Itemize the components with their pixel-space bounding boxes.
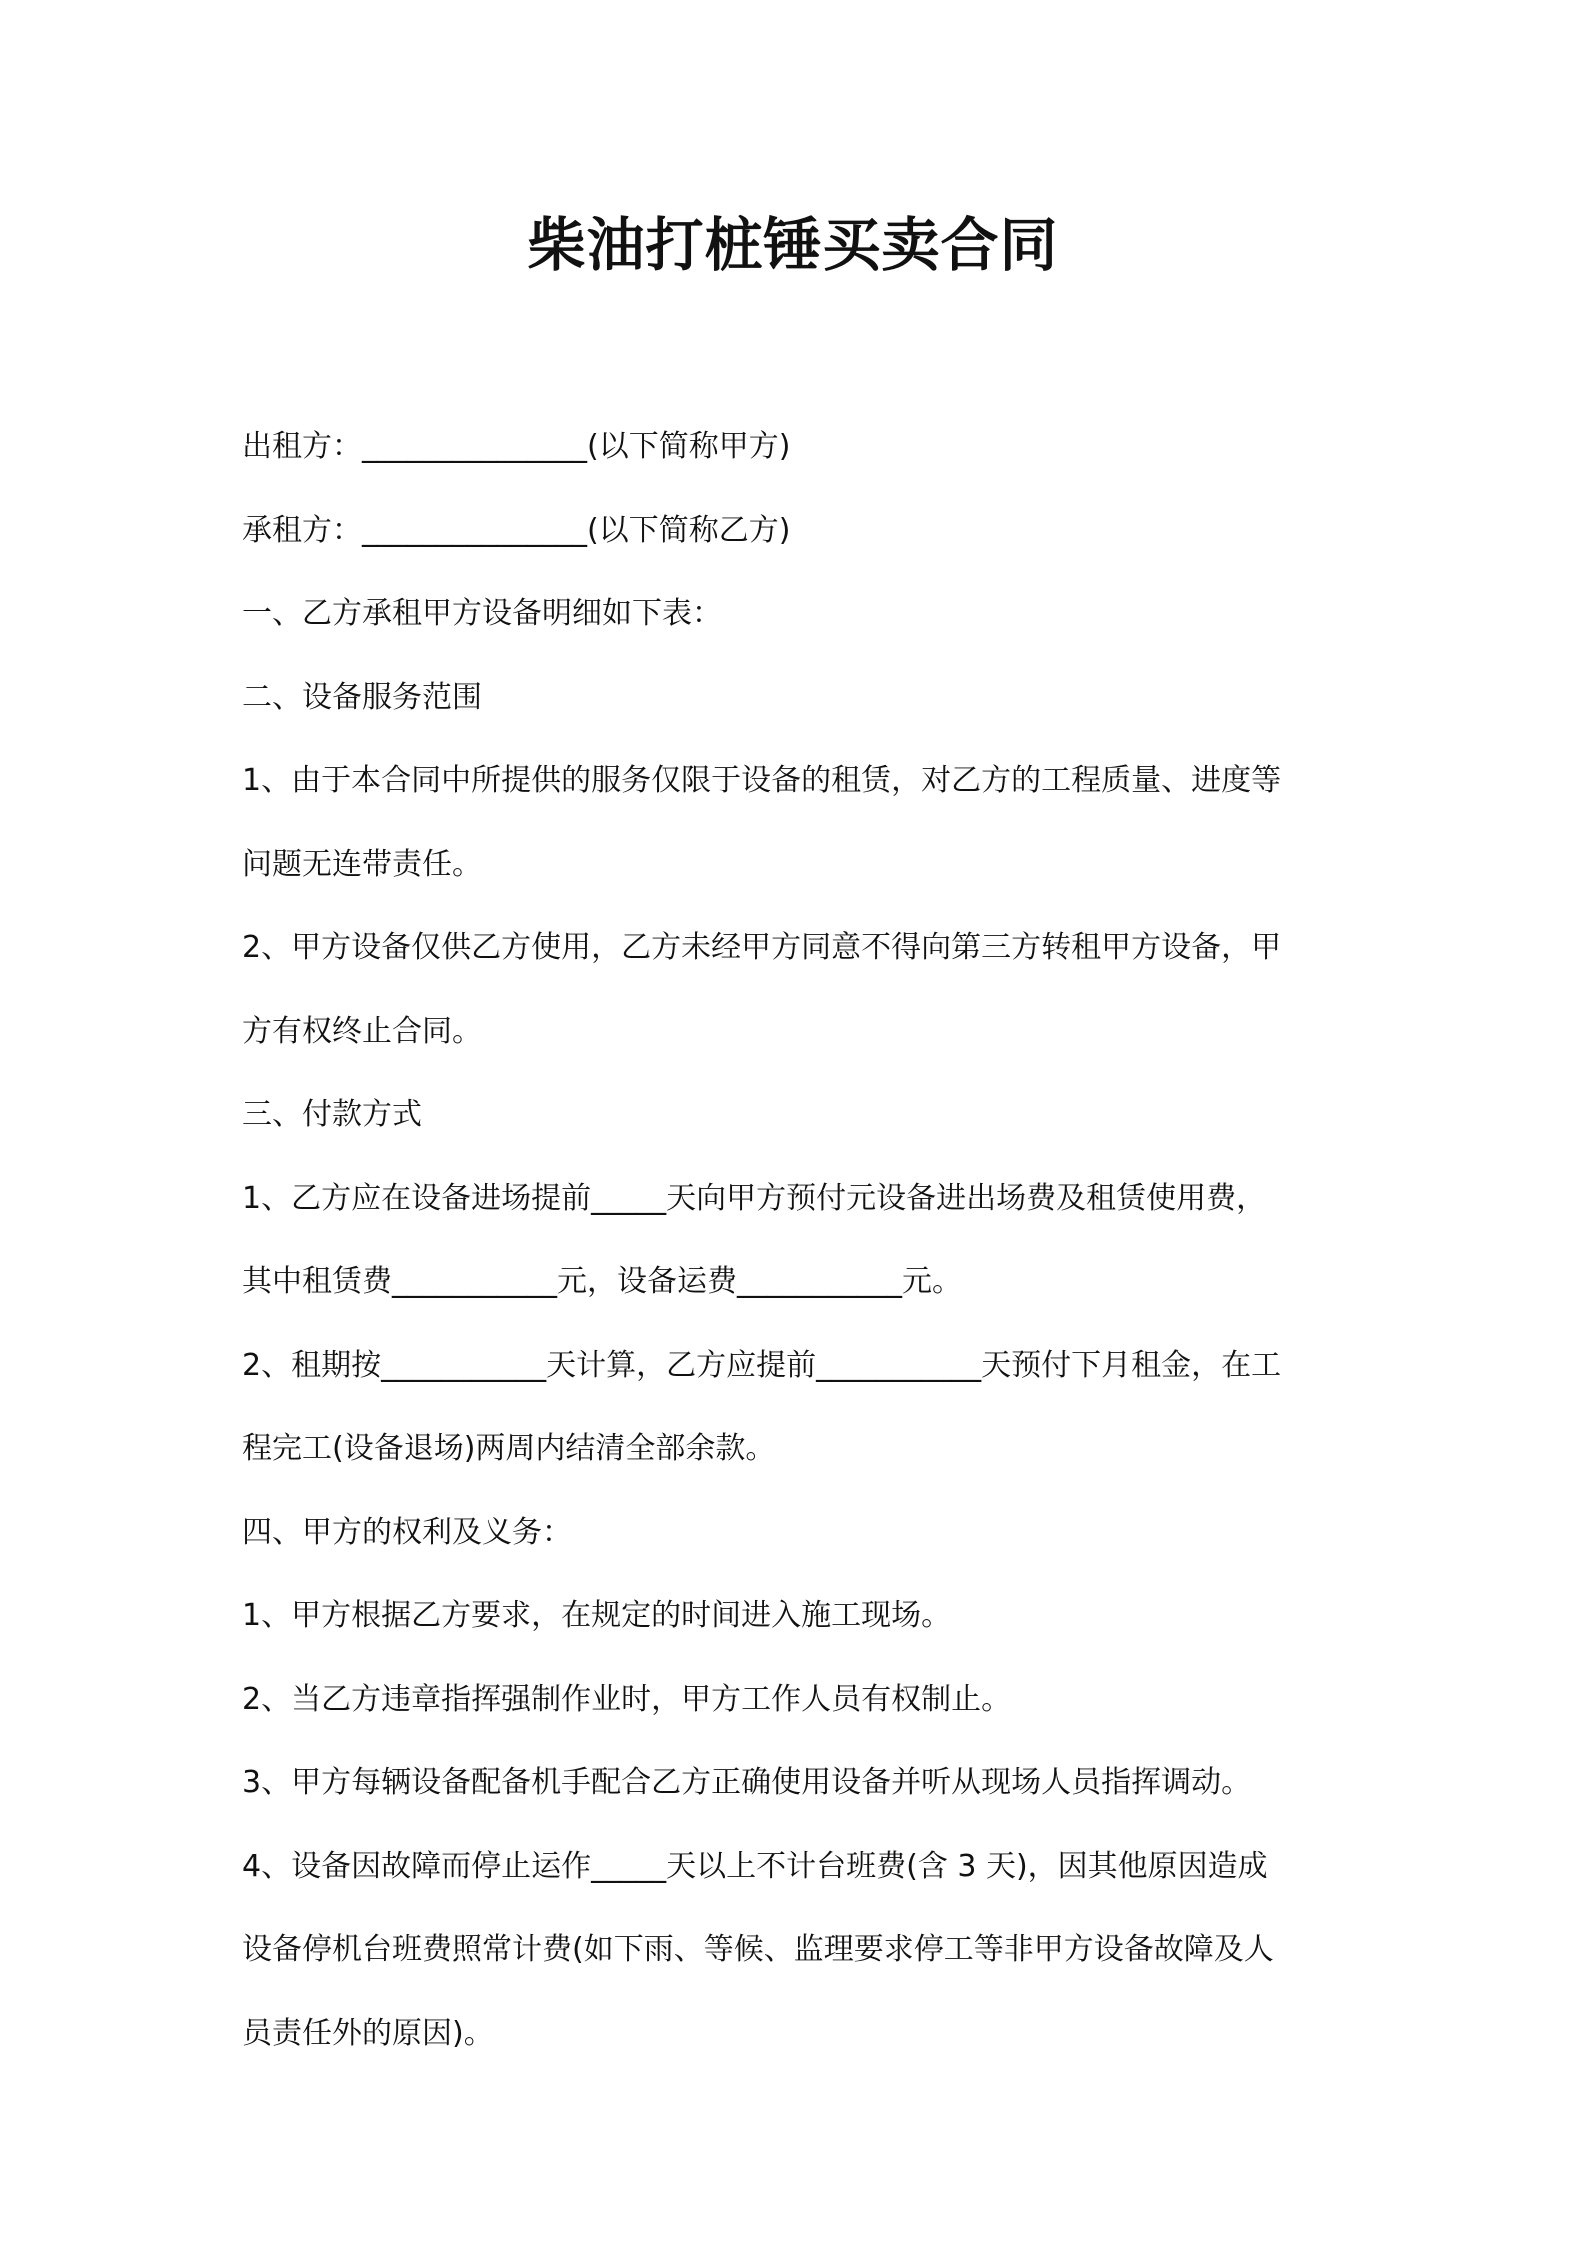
text-line: 问题无连带责任。 xyxy=(242,846,482,882)
text-line-lessee: 承租方：_______________(以下简称乙方) xyxy=(242,512,791,548)
text-line: 2、租期按___________天计算，乙方应提前___________天预付下月租金，在工 xyxy=(242,1347,1282,1383)
text-line: 员责任外的原因)。 xyxy=(242,2015,494,2051)
document-body xyxy=(242,405,1362,2075)
text-line: 其中租赁费___________元，设备运费___________元。 xyxy=(242,1264,962,1299)
text-line: 方有权终止合同。 xyxy=(242,1013,482,1049)
text-line: 1、乙方应在设备进场提前_____天向甲方预付元设备进出场费及租赁使用费， xyxy=(242,1180,1267,1216)
text-line: 2、甲方设备仅供乙方使用，乙方未经甲方同意不得向第三方转租甲方设备，甲 xyxy=(242,930,1282,965)
text-line: 4、设备因故障而停止运作_____天以上不计台班费(含 3 天)，因其他原因造成 xyxy=(242,1848,1268,1884)
text-line: 1、由于本合同中所提供的服务仅限于设备的租赁，对乙方的工程质量、进度等 xyxy=(242,763,1282,798)
text-line: 设备停机台班费照常计费(如下雨、等候、监理要求停工等非甲方设备故障及人 xyxy=(242,1932,1274,1967)
section-heading-4: 四、甲方的权利及义务： xyxy=(242,1514,572,1550)
section-heading-3: 三、付款方式 xyxy=(242,1097,422,1132)
section-heading-2: 二、设备服务范围 xyxy=(242,679,482,715)
text-line: 3、甲方每辆设备配备机手配合乙方正确使用设备并听从现场人员指挥调动。 xyxy=(242,1765,1252,1800)
text-line: 程完工(设备退场)两周内结清全部余款。 xyxy=(242,1431,776,1466)
page-title: 柴油打桩锤买卖合同 xyxy=(527,211,1059,279)
text-line: 1、甲方根据乙方要求，在规定的时间进入施工现场。 xyxy=(242,1598,952,1633)
text-line: 2、当乙方违章指挥强制作业时，甲方工作人员有权制止。 xyxy=(242,1681,1012,1717)
section-heading-1: 一、乙方承租甲方设备明细如下表： xyxy=(242,596,722,631)
text-line-lessor: 出租方：_______________(以下简称甲方) xyxy=(242,429,791,464)
